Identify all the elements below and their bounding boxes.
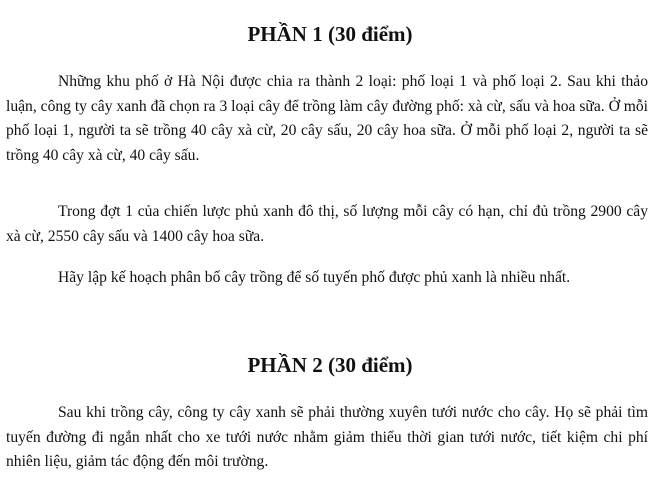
section-1-paragraph-3: Hãy lập kế hoạch phân bố cây trồng để số tuyến phố được phủ xanh là nhiều nhất. — [58, 269, 571, 286]
section-2-title: PHẦN 2 (30 điểm) — [247, 353, 413, 377]
section-1-paragraph-2: Trong đợt 1 của chiến lược phủ xanh đô thị, số lượng mỗi cây có hạn, chỉ đủ trồng 2900 cây xà cừ, 2550 cây sấu và 1400 cây hoa sữa. — [6, 203, 648, 245]
section-1-paragraph-1: Những khu phố ở Hà Nội được chia ra thành 2 loại: phố loại 1 và phố loại 2. Sau khi thảo luận, công ty cây xanh đã chọn ra 3 loại cây để trồng làm cây đường phố: xà cừ, sấu và hoa sữa. Ở mỗi phố loại 1, người ta sẽ trồng 40 cây xà cừ, 20 cây sấu, 20 cây hoa sữa. Ở mỗi phố loại 2, người ta sẽ trồng 40 cây xà cừ, 40 cây sấu. — [6, 73, 649, 164]
section-2-paragraph-1: Sau khi trồng cây, công ty cây xanh sẽ phải thường xuyên tưới nước cho cây. Họ sẽ phải tìm tuyến đường đi ngắn nhất cho xe tưới nước nhằm giảm thiểu thời gian tưới nước, tiết kiệm chi phí nhiên liệu, giảm tác động đến môi trường. — [6, 404, 648, 470]
section-1-title: PHẦN 1 (30 điểm) — [247, 22, 413, 46]
